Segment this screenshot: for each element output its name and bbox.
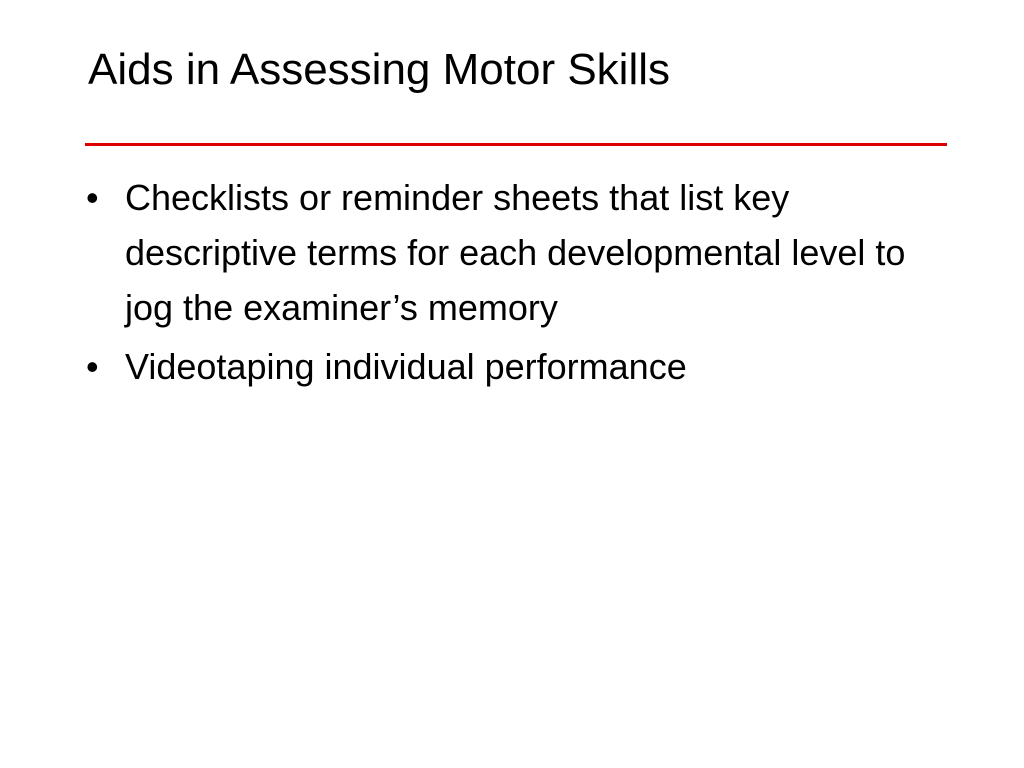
bullet-text: Videotaping individual performance	[125, 346, 687, 387]
title-underline	[85, 143, 947, 146]
bullet-item	[86, 170, 906, 335]
bullet-dot-icon: •	[86, 346, 99, 387]
bullet-dot-icon: •	[86, 177, 99, 218]
bullet-item	[86, 339, 906, 394]
bullet-text: Checklists or reminder sheets that list key descriptive terms for each developmental level to jog the examiner’s memory	[125, 177, 906, 328]
slide-title: Aids in Assessing Motor Skills	[88, 45, 670, 94]
bullet-list	[86, 170, 906, 398]
